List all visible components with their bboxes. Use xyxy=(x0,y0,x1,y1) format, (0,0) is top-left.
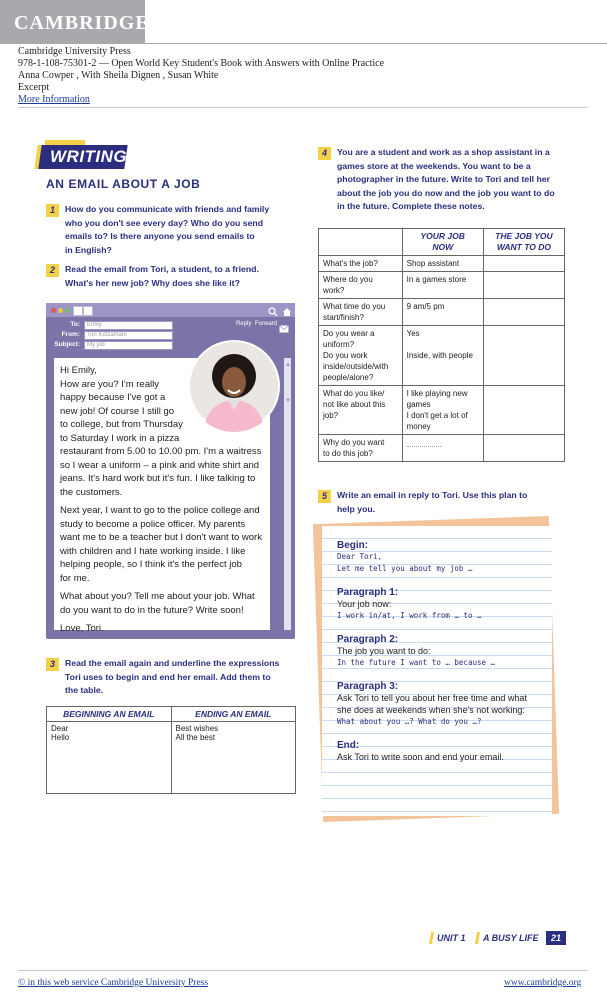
table-row xyxy=(319,272,565,299)
header-line: WANT TO DO xyxy=(496,242,551,252)
task-2-line: What's her new job? Why does she like it? xyxy=(65,277,240,288)
cell-line: Hello xyxy=(51,733,70,742)
task-2-line: Read the email from Tori, a student, to a friend. xyxy=(65,264,259,274)
email-line: to Saturday I work in a pizza xyxy=(60,432,180,444)
email-line: with children and I hate working inside. I like xyxy=(60,545,246,557)
nav-forward-icon[interactable] xyxy=(83,306,93,316)
from-field[interactable]: Tori Kotzamani xyxy=(84,331,173,340)
task-4-text xyxy=(337,146,567,214)
task-3-line: Tori uses to begin and end her email. Add them to xyxy=(65,671,271,682)
publisher-logo: CAMBRIDGE xyxy=(14,12,150,34)
end-text: Ask Tori to write soon and end your email. xyxy=(337,752,504,762)
email-line: restaurant from 5.00 to 10.00 pm. I'm a waitress xyxy=(60,446,262,457)
task-4-line: games store at the weekends. You want to be a xyxy=(337,160,531,171)
answer-cell[interactable] xyxy=(483,299,564,326)
task-number-4: 4 xyxy=(318,147,331,160)
maximize-dot-icon[interactable] xyxy=(65,308,70,313)
task-3-line: the table. xyxy=(65,685,104,695)
paragraph-3-heading: Paragraph 3: xyxy=(337,681,399,692)
table-cell xyxy=(319,229,403,256)
email-line: study to become a police officer. My parents xyxy=(60,518,246,530)
task-5-text xyxy=(337,489,567,516)
unit-label: UNIT 1 xyxy=(437,933,466,943)
job-notes-table xyxy=(318,228,565,462)
paragraph-3-text: Ask Tori to tell you about her free time and what xyxy=(337,693,527,703)
answer-cell[interactable] xyxy=(483,326,564,386)
paragraph-1-heading: Paragraph 1: xyxy=(337,587,399,598)
table-row xyxy=(319,326,565,386)
table-row xyxy=(319,299,565,326)
subject-field[interactable]: My job xyxy=(84,341,173,350)
task-2-text xyxy=(65,263,295,290)
task-3-text xyxy=(65,657,297,698)
email-line: Hi Emily, xyxy=(60,365,97,376)
unit-marker xyxy=(475,932,480,944)
email-expressions-table xyxy=(46,706,296,794)
task-1-line: who you don't see every day? Who do you send xyxy=(65,217,264,228)
isbn-line: 978-1-108-75301-2 — Open World Key Student's Book with Answers with Online Practice xyxy=(18,58,385,69)
email-line: so I wear a uniform – a pink and white shirt and xyxy=(60,459,260,471)
header-line: THE JOB YOU xyxy=(495,231,553,241)
table-row xyxy=(319,386,565,435)
writing-banner-text: WRITING xyxy=(50,147,128,166)
paragraph-1-handwriting: I work in/at, I work from … to … xyxy=(337,611,482,620)
email-line: do you want to do in the future? Write soon! xyxy=(60,604,244,616)
email-line: What about you? Tell me about your job. What xyxy=(60,591,255,602)
table-header xyxy=(483,229,564,256)
table-header: ENDING AN EMAIL xyxy=(171,707,296,722)
tori-photo xyxy=(188,340,280,432)
table-header: BEGINNING AN EMAIL xyxy=(47,707,172,722)
table-cell[interactable] xyxy=(171,722,296,794)
answer-cell[interactable]: I like playing new games I don't get a lot of money xyxy=(402,386,483,435)
email-line: the customers. xyxy=(60,486,123,498)
task-1-line: in English? xyxy=(65,244,112,255)
answer-cell[interactable] xyxy=(483,386,564,435)
publisher-name: Cambridge University Press xyxy=(18,46,131,57)
task-5-line: Write an email in reply to Tori. Use this plan to xyxy=(337,490,528,500)
more-information-link[interactable]: More Information xyxy=(18,94,90,105)
task-4-line: You are a student and work as a shop assistant in a xyxy=(337,147,550,157)
unit-marker xyxy=(429,932,434,944)
cell-line: Dear xyxy=(51,724,69,733)
from-label: From: xyxy=(61,331,80,338)
task-4-line: in the future. Complete these notes. xyxy=(337,201,485,211)
email-text-bottom xyxy=(60,445,282,636)
cell-line: Best wishes xyxy=(175,724,219,733)
email-line: Next year, I want to go to the police college and xyxy=(60,505,260,516)
task-5-line: help you. xyxy=(337,503,376,514)
cell-line: All the best xyxy=(175,733,216,742)
cambridge-site-link[interactable]: www.cambridge.org xyxy=(504,978,582,988)
header-rule xyxy=(145,43,607,44)
email-line: jeans. It's hard work but it's fun. I like talking to xyxy=(60,473,256,484)
home-icon[interactable] xyxy=(282,304,292,314)
task-4-line: about the job you do now and the job you want to do xyxy=(337,187,555,198)
to-field[interactable]: Emily xyxy=(84,321,173,330)
email-line: helping people, so I think it's the perfect job xyxy=(60,559,242,570)
answer-cell[interactable]: 9 am/5 pm xyxy=(402,299,483,326)
footer-divider xyxy=(18,970,588,971)
unit-title: A BUSY LIFE xyxy=(483,933,539,943)
paragraph-1-text: Your job now: xyxy=(337,599,392,609)
question-cell: Where do you work? xyxy=(319,272,403,299)
minimize-dot-icon[interactable] xyxy=(58,308,63,313)
answer-cell[interactable]: In a games store xyxy=(402,272,483,299)
question-cell: What's the job? xyxy=(319,256,403,272)
task-1-line: How do you communicate with friends and family xyxy=(65,204,270,214)
table-header xyxy=(402,229,483,256)
excerpt-label: Excerpt xyxy=(18,82,50,93)
email-text-top xyxy=(60,364,190,445)
paragraph-2-handwriting: In the future I want to … because … xyxy=(337,658,496,667)
email-line: new job! Of course I still go xyxy=(60,405,175,417)
mail-icon[interactable] xyxy=(279,320,289,328)
question-cell: What do you like/ not like about this job? xyxy=(319,386,403,435)
email-line: want me to be a teacher but I don't want to work xyxy=(60,532,262,543)
task-1-text xyxy=(65,203,295,257)
paragraph-2-text: The job you want to do: xyxy=(337,646,431,656)
table-cell[interactable] xyxy=(47,722,172,794)
forward-button[interactable]: Forward xyxy=(255,321,278,327)
table-row xyxy=(319,256,565,272)
task-number-2: 2 xyxy=(46,264,59,277)
email-line: for me. xyxy=(60,572,90,584)
task-number-5: 5 xyxy=(318,490,331,503)
to-label: To: xyxy=(70,321,80,328)
question-cell: Do you wear a uniform? Do you work inside/outside/with people/alone? xyxy=(319,326,403,386)
answer-cell[interactable] xyxy=(402,435,483,462)
header-line: NOW xyxy=(432,242,454,252)
table-row xyxy=(319,435,565,462)
begin-handwriting: Let me tell you about my job … xyxy=(337,564,473,573)
begin-handwriting: Dear Tori, xyxy=(337,552,383,561)
answer-cell[interactable]: Yes Inside, with people xyxy=(402,326,483,386)
nav-back-icon[interactable] xyxy=(73,306,83,316)
task-number-3: 3 xyxy=(46,658,59,671)
email-line: How are you? I'm really xyxy=(60,378,159,390)
begin-heading: Begin: xyxy=(337,540,369,551)
page-number: 21 xyxy=(546,931,566,945)
email-line: happy because I've got a xyxy=(60,392,166,403)
answer-cell[interactable] xyxy=(483,272,564,299)
task-number-1: 1 xyxy=(46,204,59,217)
header-divider xyxy=(18,107,588,108)
subject-label: Subject: xyxy=(54,341,80,348)
copyright-link[interactable]: © in this web service Cambridge University Press xyxy=(18,978,209,988)
task-1-line: emails to? Is there anyone you send emails to xyxy=(65,231,255,241)
header-line: YOUR JOB xyxy=(420,231,465,241)
close-dot-icon[interactable] xyxy=(51,308,56,313)
search-icon[interactable] xyxy=(268,304,278,314)
plan-content xyxy=(337,540,547,763)
paragraph-3-handwriting: What about you …? What do you …? xyxy=(337,717,482,726)
scroll-up-icon[interactable]: ▲ xyxy=(285,362,291,368)
task-3-line: Read the email again and underline the expressions xyxy=(65,658,280,668)
email-line: Love, Tori. xyxy=(60,623,104,634)
task-4-line: photographer in the future. Write to Tori and tell her xyxy=(337,174,551,184)
end-heading: End: xyxy=(337,740,360,751)
scroll-down-icon[interactable]: ▼ xyxy=(285,398,291,404)
paragraph-3-text: she does at weekends when she's not working: xyxy=(337,705,525,715)
section-title: AN EMAIL ABOUT A JOB xyxy=(46,177,201,191)
authors: Anna Cowper , With Sheila Dignen , Susan White xyxy=(18,70,219,81)
question-cell: What time do you start/finish? xyxy=(319,299,403,326)
paragraph-2-heading: Paragraph 2: xyxy=(337,634,399,645)
answer-cell[interactable] xyxy=(483,256,564,272)
answer-cell[interactable] xyxy=(483,435,564,462)
answer-cell[interactable]: Shop assistant xyxy=(402,256,483,272)
email-line: to college, but from Thursday xyxy=(60,419,183,430)
reply-button[interactable]: Reply xyxy=(236,321,252,327)
question-cell: Why do you want to do this job? xyxy=(319,435,403,462)
